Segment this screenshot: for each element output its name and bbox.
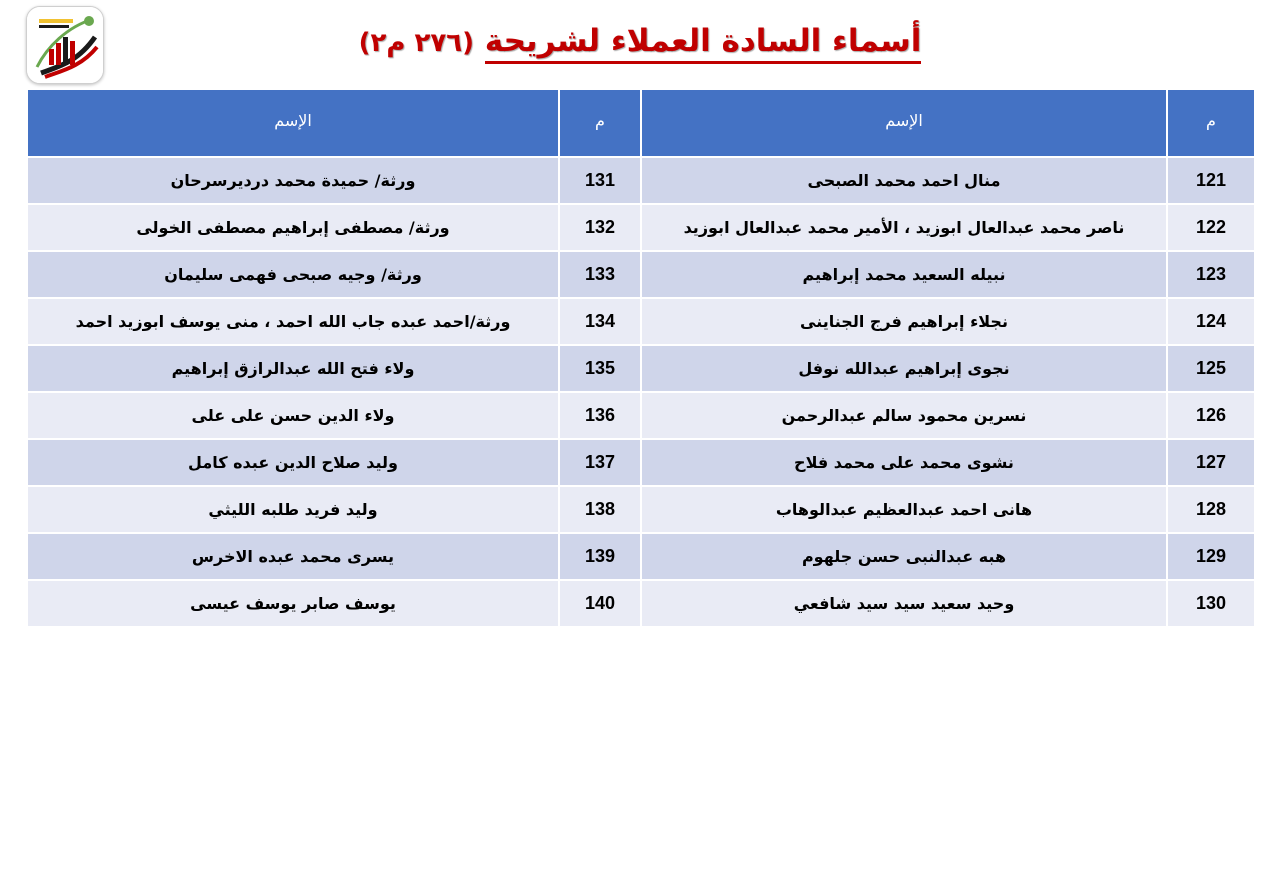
row-name: وليد صلاح الدين عبده كامل	[27, 439, 559, 486]
row-name: نبيله السعيد محمد إبراهيم	[641, 251, 1167, 298]
row-name: نسرين محمود سالم عبدالرحمن	[641, 392, 1167, 439]
row-name: نجلاء إبراهيم فرج الجناينى	[641, 298, 1167, 345]
row-name: نجوى إبراهيم عبدالله نوفل	[641, 345, 1167, 392]
row-name: هبه عبدالنبى حسن جلهوم	[641, 533, 1167, 580]
table-row	[27, 298, 1255, 345]
header-num-1: م	[1167, 89, 1255, 157]
row-name: ورثة/ وجيه صبحى فهمى سليمان	[27, 251, 559, 298]
row-number: 127	[1167, 439, 1255, 486]
row-name: وحيد سعيد سيد سيد شافعي	[641, 580, 1167, 627]
row-number: 140	[559, 580, 641, 627]
table-row	[27, 392, 1255, 439]
row-number: 125	[1167, 345, 1255, 392]
table-row	[27, 439, 1255, 486]
row-name: منال احمد محمد الصبحى	[641, 157, 1167, 204]
table-row	[27, 533, 1255, 580]
table-row	[27, 345, 1255, 392]
row-name: ولاء الدين حسن على على	[27, 392, 559, 439]
row-number: 137	[559, 439, 641, 486]
table-row	[27, 157, 1255, 204]
table-row	[27, 580, 1255, 627]
title-paren: (٢٧٦ م٢)	[358, 28, 474, 58]
header-name-1: الإسم	[641, 89, 1167, 157]
row-number: 139	[559, 533, 641, 580]
row-name: ورثة/ مصطفى إبراهيم مصطفى الخولى	[27, 204, 559, 251]
table-row	[27, 251, 1255, 298]
row-name: وليد فريد طلبه الليثي	[27, 486, 559, 533]
row-number: 132	[559, 204, 641, 251]
header-name-2: الإسم	[27, 89, 559, 157]
logo-icon	[27, 7, 103, 83]
row-number: 124	[1167, 298, 1255, 345]
company-logo	[26, 6, 104, 84]
row-number: 133	[559, 251, 641, 298]
row-name: هانى احمد عبدالعظيم عبدالوهاب	[641, 486, 1167, 533]
row-number: 135	[559, 345, 641, 392]
table-row	[27, 486, 1255, 533]
row-number: 138	[559, 486, 641, 533]
row-number: 136	[559, 392, 641, 439]
title-main: أسماء السادة العملاء لشريحة	[485, 23, 922, 64]
row-number: 134	[559, 298, 641, 345]
page-title	[300, 20, 980, 64]
row-number: 121	[1167, 157, 1255, 204]
row-name: ورثة/ حميدة محمد درديرسرحان	[27, 157, 559, 204]
table-header-row	[27, 89, 1255, 157]
row-number: 126	[1167, 392, 1255, 439]
row-name: يوسف صابر يوسف عيسى	[27, 580, 559, 627]
row-number: 130	[1167, 580, 1255, 627]
row-number: 131	[559, 157, 641, 204]
row-name: يسرى محمد عبده الاخرس	[27, 533, 559, 580]
row-number: 128	[1167, 486, 1255, 533]
row-name: ورثة/احمد عبده جاب الله احمد ، منى يوسف ابوزيد احمد	[27, 298, 559, 345]
header-num-2: م	[559, 89, 641, 157]
row-name: نشوى محمد على محمد فلاح	[641, 439, 1167, 486]
row-name: ولاء فتح الله عبدالرازق إبراهيم	[27, 345, 559, 392]
row-number: 129	[1167, 533, 1255, 580]
table-row	[27, 204, 1255, 251]
row-name: ناصر محمد عبدالعال ابوزيد ، الأمير محمد عبدالعال ابوزيد	[641, 204, 1167, 251]
row-number: 122	[1167, 204, 1255, 251]
row-number: 123	[1167, 251, 1255, 298]
customers-table	[26, 88, 1256, 628]
